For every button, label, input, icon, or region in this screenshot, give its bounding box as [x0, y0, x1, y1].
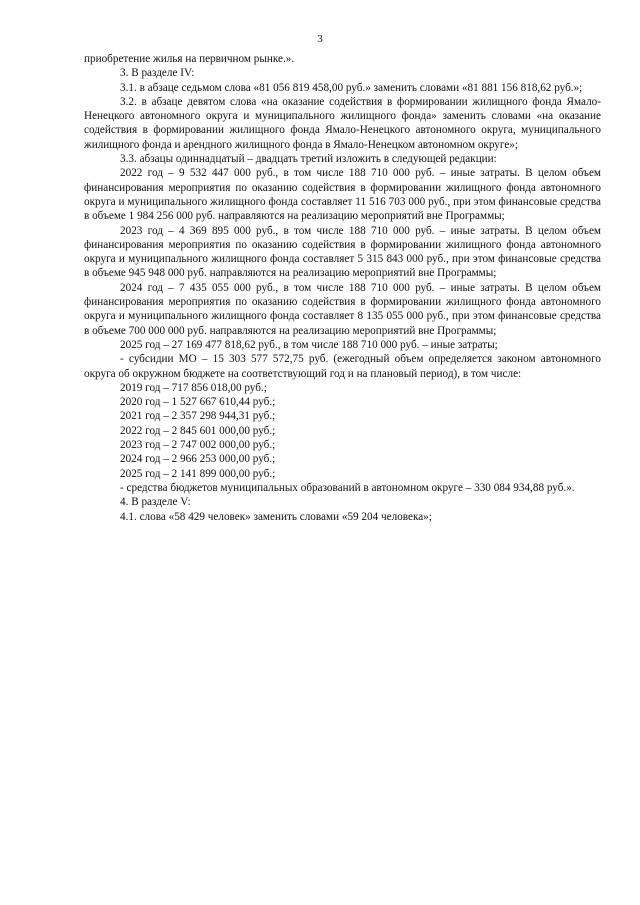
- year-line: 2024 год – 2 966 253 000,00 руб.;: [120, 453, 276, 466]
- paragraph-2023: 2023 год – 4 369 895 000 руб., в том числе 188 710 000 руб. – иные затраты. В целом объем финансирования мероприятия по оказанию содействия в формировании жилищного фонда автономного округа и муниципального жилищного фонда составляет 5 315 843 000 руб., при этом финансовые средства в объеме 945 948 000 руб. направляются на реализацию мероприятий вне Программы;: [84, 224, 601, 280]
- year-line: 2025 год – 2 141 899 000,00 руб.;: [120, 467, 276, 480]
- paragraph-section-4-heading: 3. В разделе IV:: [120, 67, 195, 80]
- paragraph-subsidies: - субсидии МО – 15 303 577 572,75 руб. (ежегодный объем определяется законом автономного округа об окружном бюджете на соответствующий год и на плановый период), в том числе:: [84, 353, 601, 380]
- paragraph-section-5-heading: 4. В разделе V:: [120, 496, 191, 509]
- page-number: 3: [317, 33, 323, 45]
- year-line: 2023 год – 2 747 002 000,00 руб.;: [120, 439, 276, 452]
- paragraph-4-1: 4.1. слова «58 429 человек» заменить словами «59 204 человека»;: [120, 510, 432, 523]
- year-line: 2019 год – 717 856 018,00 руб.;: [120, 381, 267, 394]
- year-line: 2020 год – 1 527 667 610,44 руб.;: [120, 396, 276, 409]
- paragraph-2022: 2022 год – 9 532 447 000 руб., в том числе 188 710 000 руб. – иные затраты. В целом объем финансирования мероприятия по оказанию содействия в формировании жилищного фонда автономного округа и муниципального жилищного фонда составляет 11 516 703 000 руб., при этом финансовые средства в объеме 1 984 256 000 руб. направляются на реализацию мероприятий вне Программы;: [84, 167, 601, 223]
- paragraph-municipal-budgets: - средства бюджетов муниципальных образований в автономном округе – 330 084 934,88 руб.».: [120, 481, 575, 494]
- year-line: 2022 год – 2 845 601 000,00 руб.;: [120, 424, 276, 437]
- paragraph-3-2: 3.2. в абзаце девятом слова «на оказание содействия в формировании жилищного фонда Ямало-Ненецкого автономного округа и муниципального жилищного фонда» заменить словами «на оказание содействия в формировании жилищного фонда Ямало-Ненецкого автономного округа, муниципального жилищного фонда и арендного жилищного фонда в Ямало-Ненецком автономном округе»;: [84, 95, 601, 151]
- year-line: 2021 год – 2 357 298 944,31 руб.;: [120, 410, 276, 423]
- paragraph-3-3: 3.3. абзацы одиннадцатый – двадцать третий изложить в следующей редакции:: [120, 153, 497, 166]
- paragraph-2025: 2025 год – 27 169 477 818,62 руб., в том числе 188 710 000 руб. – иные затраты;: [120, 338, 498, 351]
- paragraph-2024: 2024 год – 7 435 055 000 руб., в том числе 188 710 000 руб. – иные затраты. В целом объем финансирования мероприятия по оказанию содействия в формировании жилищного фонда автономного округа и муниципального жилищного фонда составляет 8 135 055 000 руб., при этом финансовые средства в объеме 700 000 000 руб. направляются на реализацию мероприятий вне Программы;: [84, 281, 601, 337]
- paragraph-3-1: 3.1. в абзаце седьмом слова «81 056 819 458,00 руб.» заменить словами «81 881 156 818,62 руб.»;: [120, 81, 583, 94]
- paragraph-0: приобретение жилья на первичном рынке.».: [84, 53, 295, 65]
- document-body: [84, 52, 601, 524]
